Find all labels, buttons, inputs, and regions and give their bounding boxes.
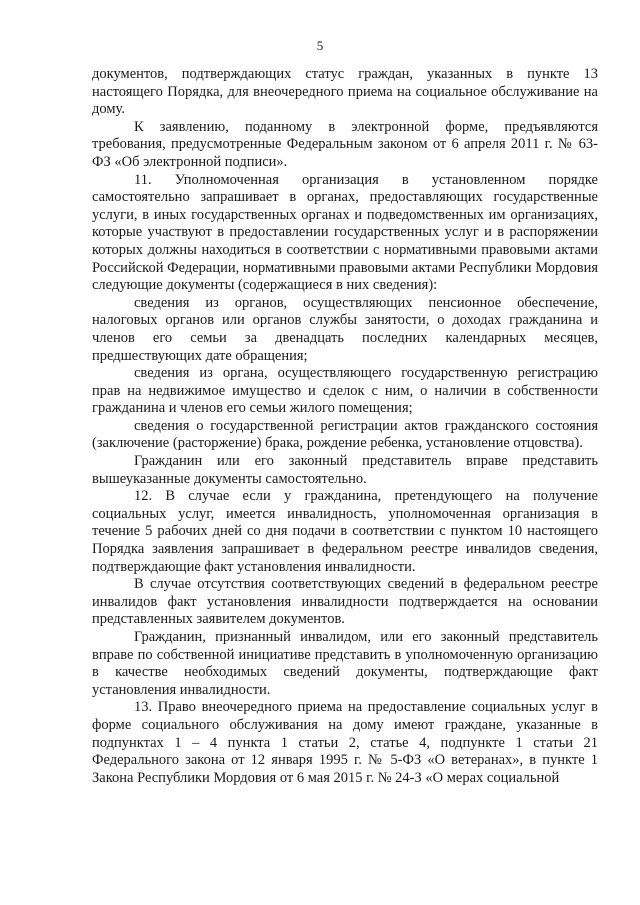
paragraph-item-12: 12. В случае если у гражданина, претендующего на получение социальных услуг, имеется инвалидность, уполномоченная организация в течение 5 рабочих дней со дня подачи в соответствии с пунктом 10 настоящего Порядка заявления запрашивает в федеральном реестре инвалидов сведения, подтверждающие факт установления инвалидности. — [92, 488, 598, 575]
paragraph-item-11: 11. Уполномоченная организация в установленном порядке самостоятельно запрашивает в органах, предоставляющих государственные услуги, в иных государственных органах и подведомственных им организациях, которые участвуют в предоставлении государственных услуг и в распоряжении которых должны находиться в соответствии с нормативными правовыми актами Российской Федерации, нормативными правовыми актами Республики Мордовия следующие документы (содержащиеся в них сведения): — [92, 171, 598, 294]
paragraph-self-submission: Гражданин или его законный представитель вправе представить вышеуказанные документы самостоятельно. — [92, 453, 598, 487]
paragraph-income-info: сведения из органов, осуществляющих пенсионное обеспечение, налоговых органов или органов службы занятости, о доходах гражданина и членов его семьи за двенадцать последних календарных месяцев, предшествующих дате обращения; — [92, 294, 598, 364]
paragraph-continuation: документов, подтверждающих статус граждан, указанных в пункте 13 настоящего Порядка, для внеочередного приема на социальное обслуживание на дому. — [92, 66, 598, 118]
paragraph-disabled-citizen: Гражданин, признанный инвалидом, или его законный представитель вправе по собственной инициативе представить в уполномоченную организацию в качестве необходимых сведений документы, подтверждающие факт установления инвалидности. — [92, 629, 598, 698]
document-body — [92, 66, 598, 787]
paragraph-electronic-signature: К заявлению, поданному в электронной форме, предъявляются требования, предусмотренные Федеральным законом от 6 апреля 2011 г. № 63-ФЗ «Об электронной подписи». — [92, 118, 598, 170]
paragraph-item-13: 13. Право внеочередного приема на предоставление социальных услуг в форме социального обслуживания на дому имеют граждане, указанные в подпунктах 1 – 4 пункта 1 статьи 2, статье 4, подпункте 1 статьи 21 Федерального закона от 12 января 1995 г. № 5-ФЗ «О ветеранах», в пункте 1 Закона Республики Мордовия от 6 мая 2015 г. № 24-З «О мерах социальной — [92, 699, 598, 786]
paragraph-property-info: сведения из органа, осуществляющего государственную регистрацию прав на недвижимое имущество и сделок с ним, о наличии в собственности гражданина и членов его семьи жилого помещения; — [92, 365, 598, 417]
paragraph-registry-absence: В случае отсутствия соответствующих сведений в федеральном реестре инвалидов факт установления инвалидности подтверждается на основании представленных заявителем документов. — [92, 576, 598, 628]
paragraph-civil-status-info: сведения о государственной регистрации актов гражданского состояния (заключение (расторжение) брака, рождение ребенка, установление отцовства). — [92, 417, 598, 452]
page-number: 5 — [316, 38, 324, 53]
